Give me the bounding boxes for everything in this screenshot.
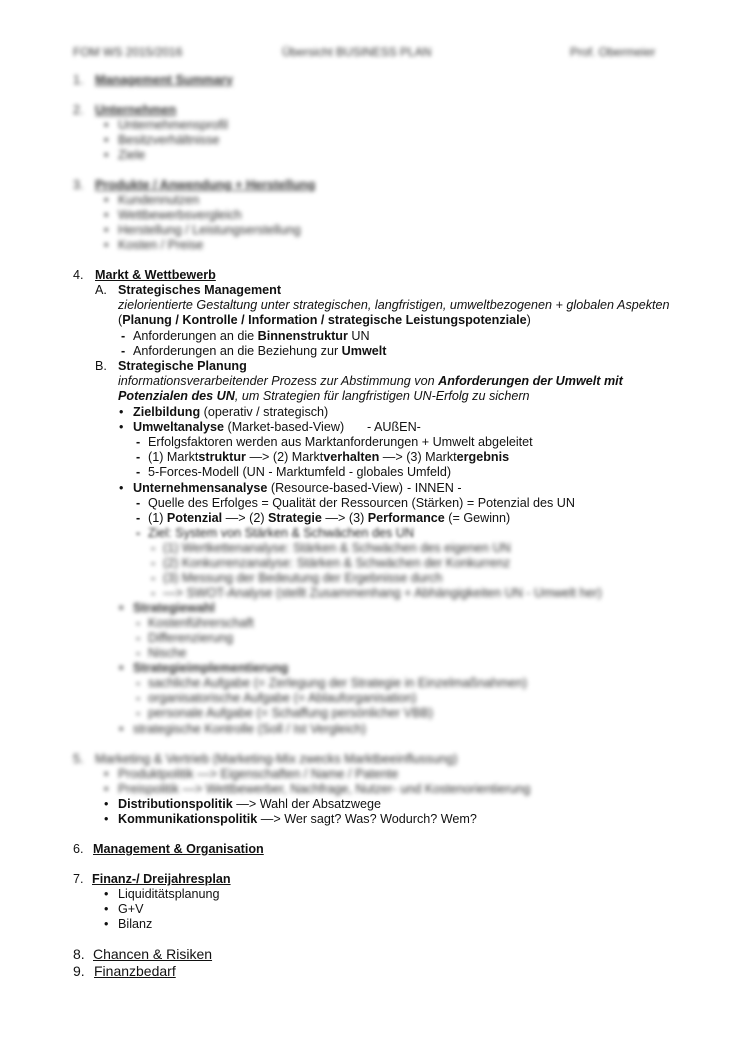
s4-b-umwelt-dash: - Erfolgsfaktoren werden aus Marktanforderungen + Umwelt abgeleitet [148, 435, 533, 450]
s4-b-zielbildung: • Zielbildung (operativ / strategisch) [133, 405, 328, 420]
s5-number: 5. [73, 752, 84, 766]
s4-b-blurred-row: - —> SWOT-Analyse (stellt Zusammenhang + Abhängigkeiten UN - Umwelt her) [163, 586, 602, 601]
s4-b-title: Strategische Planung [118, 359, 247, 373]
s7-title: Finanz-/ Dreijahresplan [92, 872, 231, 886]
s5-item-distribution: • Distributionspolitik —> Wahl der Absatzwege [118, 797, 381, 812]
s4-a-description: zielorientierte Gestaltung unter strategischen, langfristigen, umweltbezogenen + globalen Aspekten [118, 298, 670, 312]
s4-a-title: Strategisches Management [118, 283, 282, 297]
s8-title: Chancen & Risiken [93, 946, 213, 962]
s4-b-blurred-row: • Strategieimplementierung [133, 661, 288, 676]
s4-b-blurred-row: - personale Aufgabe (= Schaffung persönlicher VBB) [148, 706, 433, 721]
s7-item: • Bilanz [118, 917, 152, 932]
s7-number: 7. [73, 872, 84, 886]
s3-item: • Kundennutzen [118, 193, 199, 208]
s4-b-description: informationsverarbeitender Prozess zur Abstimmung von Anforderungen der Umwelt mit [118, 374, 623, 388]
s4-b-blurred-row: - Ziel: System von Stärken & Schwächen des UN [148, 526, 414, 541]
s4-number: 4. [73, 268, 84, 282]
s4-a-dash-item: - Anforderungen an die Beziehung zur Umwelt [133, 344, 386, 359]
s3-item: • Herstellung / Leistungserstellung [118, 223, 301, 238]
s8-number: 8. [73, 946, 85, 962]
s4-b-unternehmen-dash: - Quelle des Erfolges = Qualität der Ressourcen (Stärken) = Potenzial des UN [148, 496, 575, 511]
s5-blurred-item: • Produktpolitik —> Eigenschaften / Name / Patente [118, 767, 398, 782]
header-right: Prof. Obermeier [570, 45, 656, 59]
s7-item: • Liquiditätsplanung [118, 887, 220, 902]
s4-b-blurred-row: - organisatorische Aufgabe (= Ablauforganisation) [148, 691, 417, 706]
s7-item: • G+V [118, 902, 144, 917]
s4-b-blurred-row: • strategische Kontrolle (Soll / Ist Vergleich) [133, 722, 366, 737]
s2-title: Unternehmen [95, 103, 177, 117]
s4-a-letter: A. [95, 283, 107, 297]
s4-b-umweltanalyse-tag: - AUßEN- [367, 420, 421, 434]
s5-blurred-item: • Preispolitik —> Wettbewerber, Nachfrage, Nutzer- und Kostenorientierung [118, 782, 530, 797]
s4-a-dash-item: - Anforderungen an die Binnenstruktur UN [133, 329, 370, 344]
s4-b-letter: B. [95, 359, 107, 373]
s1-number: 1. [73, 73, 84, 87]
s2-item: • Ziele [118, 148, 145, 163]
s6-number: 6. [73, 842, 84, 856]
s3-item: • Wettbewerbsvergleich [118, 208, 242, 223]
s4-b-blurred-row: - (1) Wertkettenanalyse: Stärken & Schwächen des eigenen UN [163, 541, 511, 556]
s1-title: Management Summary [95, 73, 233, 87]
s4-b-blurred-row: - (2) Konkurrenzanalyse: Stärken & Schwächen der Konkurrenz [163, 556, 510, 571]
s2-number: 2. [73, 103, 84, 117]
s3-title: Produkte / Anwendung + Herstellung [95, 178, 316, 192]
s9-number: 9. [73, 963, 85, 979]
s4-b-blurred-row: - (3) Messung der Bedeutung der Ergebnisse durch [163, 571, 442, 586]
s4-b-blurred-row: - Differenzierung [148, 631, 233, 646]
s6-title: Management & Organisation [93, 842, 264, 856]
s2-item: • Unternehmensprofil [118, 118, 228, 133]
s4-b-blurred-row: - sachliche Aufgabe (= Zerlegung der Strategie in Einzelmaßnahmen) [148, 676, 527, 691]
s4-a-parenthetical: (Planung / Kontrolle / Information / strategische Leistungspotenziale) [118, 313, 531, 327]
s4-b-umwelt-dash: - (1) Marktstruktur —> (2) Marktverhalten —> (3) Marktergebnis [148, 450, 509, 465]
s4-b-blurred-row: - Nische [148, 646, 187, 661]
s4-b-blurred-row: • Strategiewahl [133, 601, 215, 616]
s4-b-umwelt-dash: - 5-Forces-Modell (UN - Marktumfeld - globales Umfeld) [148, 465, 451, 480]
s3-number: 3. [73, 178, 84, 192]
s4-b-description-cont: Potenzialen des UN, um Strategien für langfristigen UN-Erfolg zu sichern [118, 389, 530, 403]
s4-b-unternehmensanalyse-tag: - INNEN - [407, 481, 462, 495]
s4-title: Markt & Wettbewerb [95, 268, 216, 282]
header-center: Übersicht BUSINESS PLAN [282, 45, 432, 59]
s4-b-unternehmensanalyse: • Unternehmensanalyse (Resource-based-View) [133, 481, 403, 496]
s4-b-unternehmen-dash: - (1) Potenzial —> (2) Strategie —> (3) Performance (= Gewinn) [148, 511, 510, 526]
s2-item: • Besitzverhältnisse [118, 133, 220, 148]
s5-item-kommunikation: • Kommunikationspolitik —> Wer sagt? Was? Wodurch? Wem? [118, 812, 477, 827]
header-left: FOM WS 2015/2016 [73, 45, 183, 59]
s3-item: • Kosten / Preise [118, 238, 203, 253]
s4-b-blurred-row: - Kostenführerschaft [148, 616, 254, 631]
s9-title: Finanzbedarf [94, 963, 176, 979]
s5-title: Marketing & Vertrieb (Marketing-Mix zwecks Marktbeeinflussung) [95, 752, 458, 766]
s4-b-umweltanalyse: • Umweltanalyse (Market-based-View) [133, 420, 344, 435]
